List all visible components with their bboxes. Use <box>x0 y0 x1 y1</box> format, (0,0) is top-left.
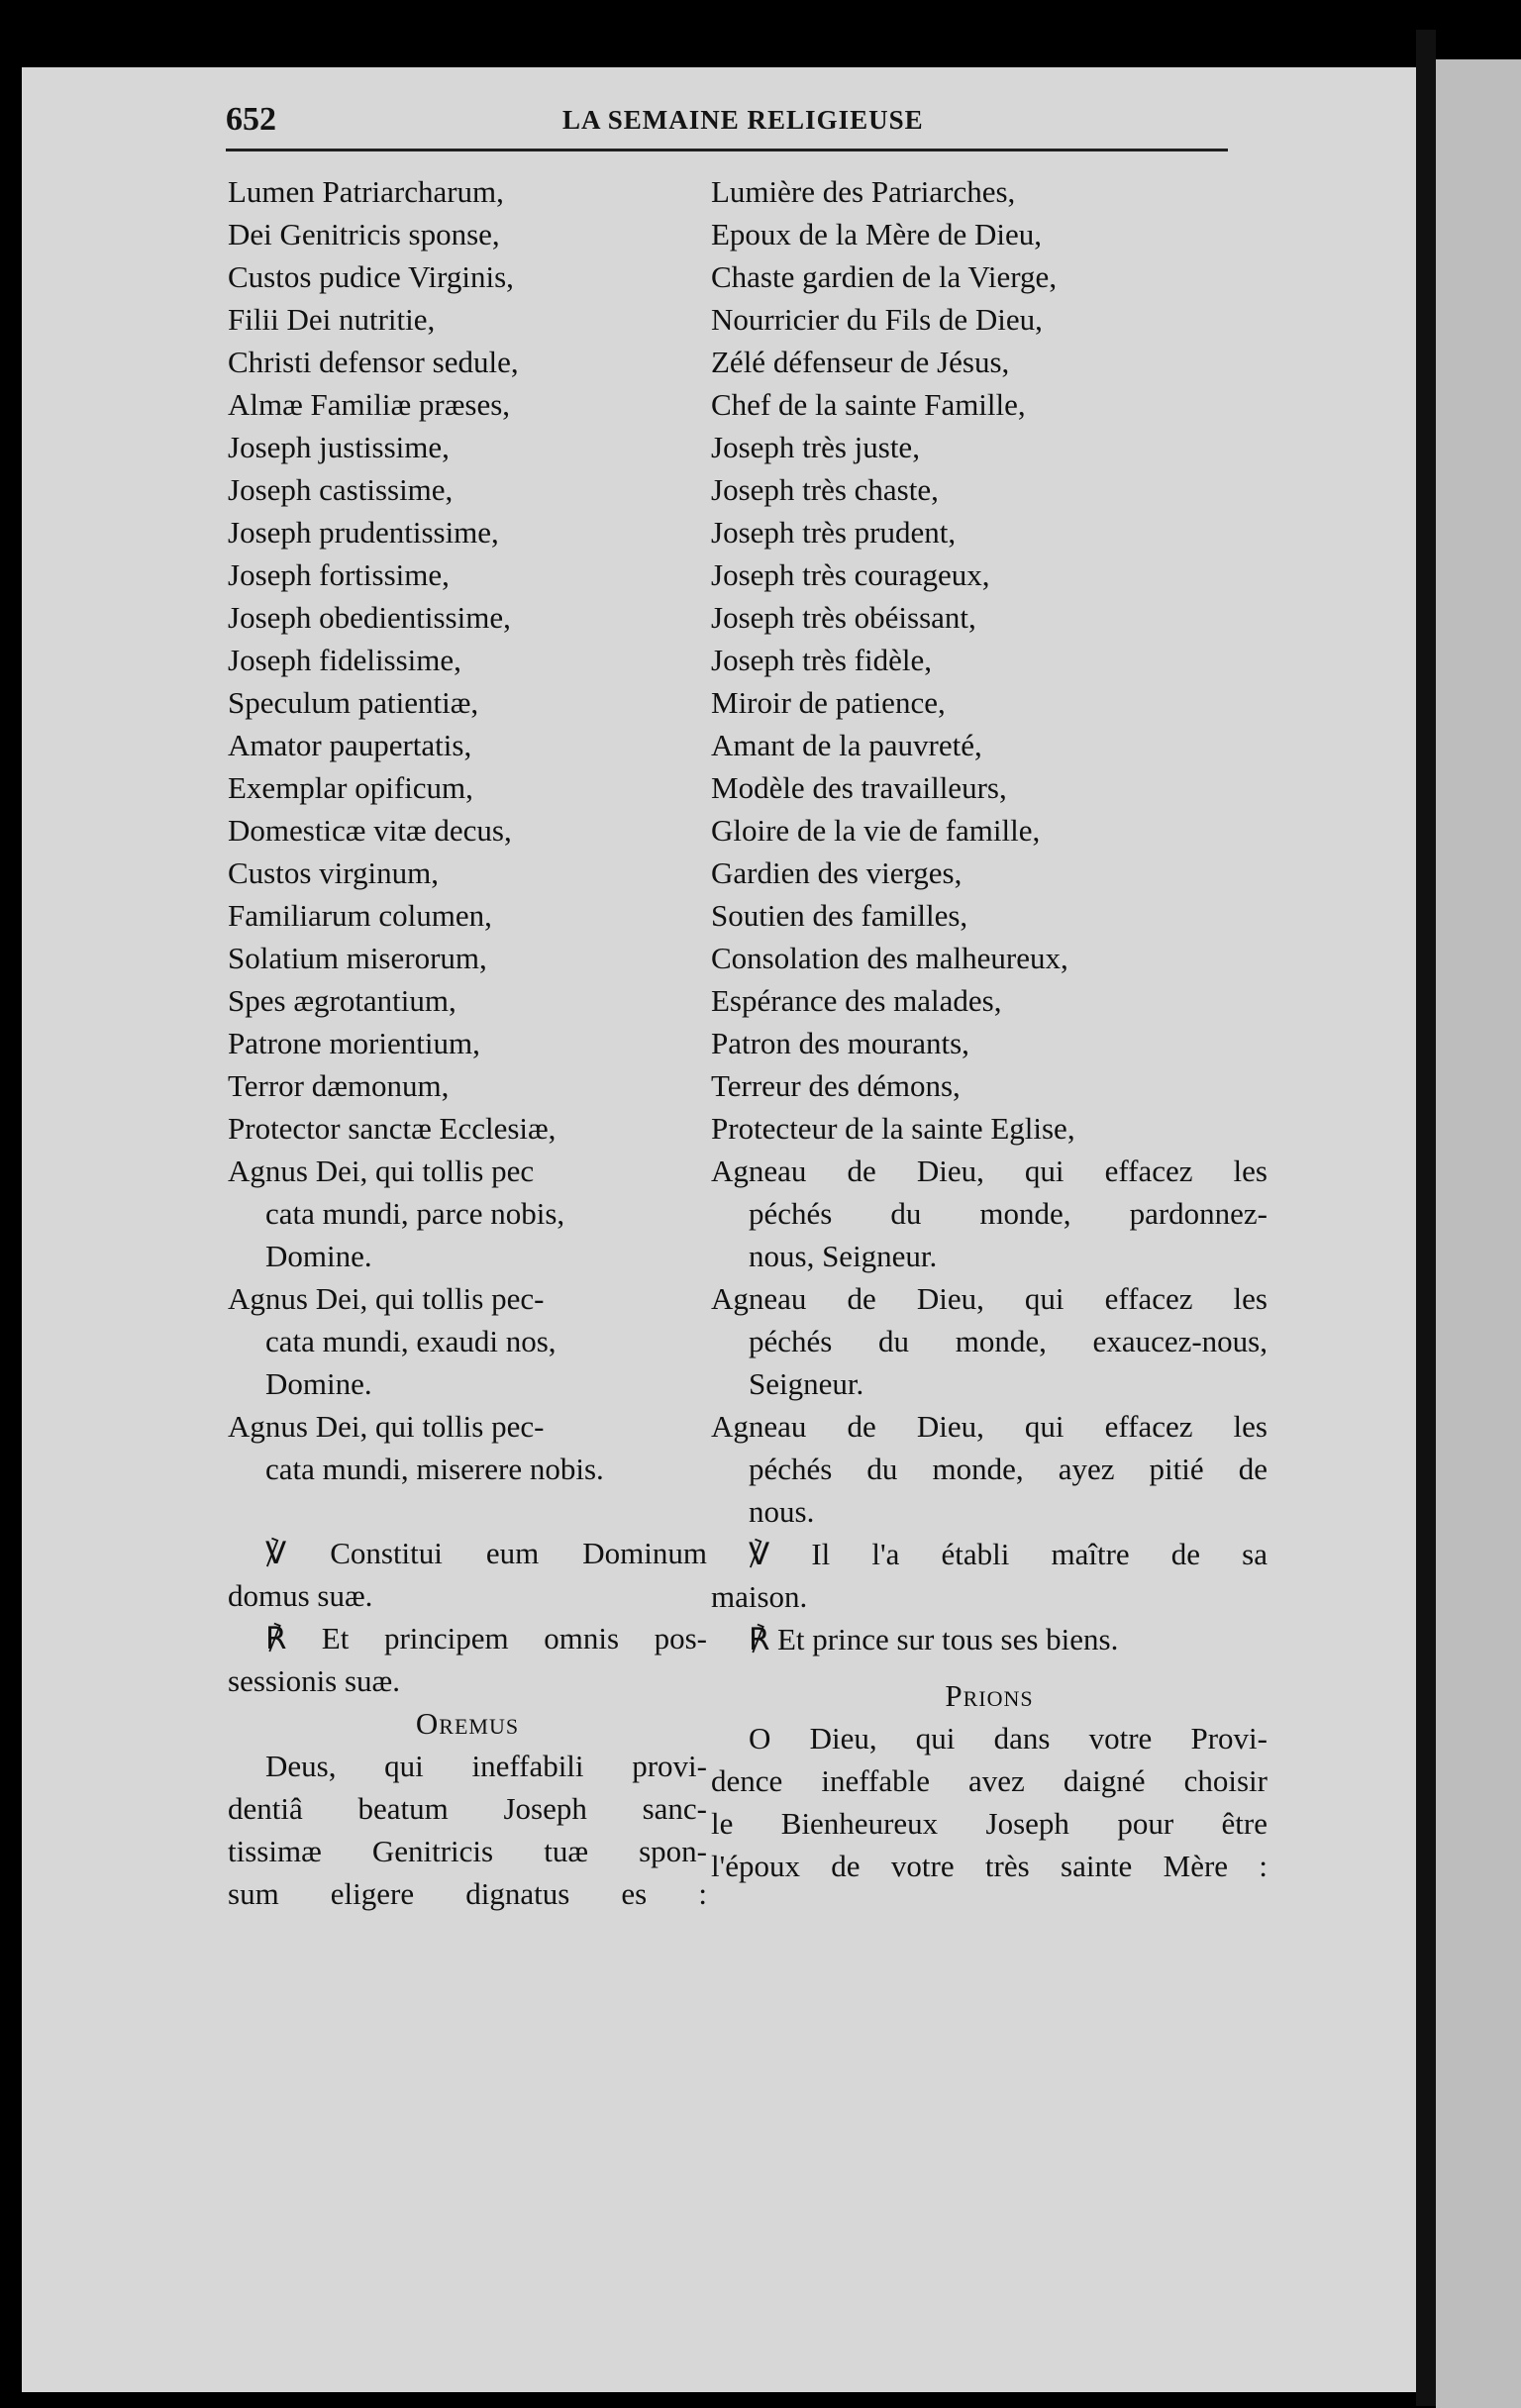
litany-line: Joseph justissime, <box>228 430 450 464</box>
running-title: LA SEMAINE RELIGIEUSE <box>562 105 924 135</box>
litany-line: Joseph très fidèle, <box>711 643 932 677</box>
agnus-line: Seigneur. <box>749 1366 864 1401</box>
litany-line: Espérance des malades, <box>711 983 1002 1018</box>
agnus-line: nous. <box>749 1494 815 1529</box>
litany-line: Familiarum columen, <box>228 898 492 933</box>
litany-line: Protector sanctæ Ecclesiæ, <box>228 1111 557 1146</box>
litany-line: Terror dæmonum, <box>228 1068 450 1103</box>
french-litany <box>711 170 1268 1150</box>
litany-line: Soutien des familles, <box>711 898 968 933</box>
agnus-line: Agneau de Dieu, qui effacez les <box>711 1409 1268 1444</box>
french-response <box>711 1618 1268 1660</box>
french-prayer-heading: Prions <box>945 1678 1034 1713</box>
litany-line: Joseph très prudent, <box>711 515 957 550</box>
litany-line: Exemplar opificum, <box>228 770 473 805</box>
litany-line: Modèle des travailleurs, <box>711 770 1007 805</box>
litany-line: Lumière des Patriarches, <box>711 174 1016 209</box>
blank-line <box>228 1490 707 1504</box>
prayer-line: dentiâ beatum Joseph sanc- <box>228 1791 707 1826</box>
litany-line: Joseph fidelissime, <box>228 643 461 677</box>
french-agnus-dei <box>711 1150 1268 1533</box>
agnus-line: péchés du monde, pardonnez- <box>749 1196 1268 1231</box>
latin-versicle <box>228 1532 707 1617</box>
litany-line: Speculum patientiæ, <box>228 685 479 720</box>
french-versicle <box>711 1533 1268 1618</box>
versicle-line: ℣ Constitui eum Dominum <box>265 1536 707 1570</box>
litany-line: Nourricier du Fils de Dieu, <box>711 302 1043 337</box>
page-number: 652 <box>226 101 276 138</box>
litany-line: Custos pudice Virginis, <box>228 259 514 294</box>
litany-line: Joseph prudentissime, <box>228 515 499 550</box>
agnus-line: Agnus Dei, qui tollis pec- <box>228 1281 545 1316</box>
agnus-line: cata mundi, exaudi nos, <box>265 1324 557 1358</box>
litany-line: Gloire de la vie de famille, <box>711 813 1041 848</box>
blank-line <box>228 1504 707 1518</box>
prayer-line: tissimæ Genitricis tuæ spon- <box>228 1834 707 1868</box>
blank-line <box>228 1518 707 1532</box>
prayer-line: O Dieu, qui dans votre Provi- <box>749 1721 1268 1756</box>
response-line: sessionis suæ. <box>228 1663 400 1698</box>
book-spine <box>1416 30 1436 2406</box>
versicle-line: domus suæ. <box>228 1578 373 1613</box>
french-prayer <box>711 1717 1268 1887</box>
litany-line: Custos virginum, <box>228 855 440 890</box>
litany-line: Patron des mourants, <box>711 1026 969 1060</box>
response-line: ℟ Et principem omnis pos- <box>265 1621 707 1656</box>
litany-line: Domesticæ vitæ decus, <box>228 813 512 848</box>
litany-line: Amator paupertatis, <box>228 728 472 762</box>
litany-line: Joseph obedientissime, <box>228 600 511 635</box>
latin-response <box>228 1617 707 1702</box>
litany-line: Joseph fortissime, <box>228 557 450 592</box>
agnus-line: Domine. <box>265 1366 372 1401</box>
litany-line: Joseph très juste, <box>711 430 920 464</box>
latin-agnus-dei <box>228 1150 707 1490</box>
agnus-line: Domine. <box>265 1239 372 1273</box>
blank-line <box>711 1660 1268 1674</box>
versicle-line: ℣ Il l'a établi maître de sa <box>749 1537 1268 1571</box>
litany-line: Filii Dei nutritie, <box>228 302 436 337</box>
header-rule <box>226 149 1228 151</box>
litany-line: Epoux de la Mère de Dieu, <box>711 217 1042 251</box>
litany-line: Amant de la pauvreté, <box>711 728 982 762</box>
litany-line: Joseph très chaste, <box>711 472 939 507</box>
prayer-line: sum eligere dignatus es : <box>228 1876 707 1911</box>
litany-line: Terreur des démons, <box>711 1068 961 1103</box>
litany-line: Joseph très obéissant, <box>711 600 976 635</box>
litany-line: Dei Genitricis sponse, <box>228 217 500 251</box>
agnus-line: Agneau de Dieu, qui effacez les <box>711 1281 1268 1316</box>
latin-litany <box>228 170 707 1150</box>
page-header <box>226 101 1228 141</box>
litany-line: Zélé défenseur de Jésus, <box>711 345 1010 379</box>
prayer-line: Deus, qui ineffabili provi- <box>265 1749 707 1783</box>
latin-column <box>228 170 707 1915</box>
litany-line: Spes ægrotantium, <box>228 983 456 1018</box>
agnus-line: Agneau de Dieu, qui effacez les <box>711 1154 1268 1188</box>
litany-line: Solatium miserorum, <box>228 941 487 975</box>
agnus-line: Agnus Dei, qui tollis pec <box>228 1154 535 1188</box>
litany-line: Gardien des vierges, <box>711 855 963 890</box>
prayer-line: l'époux de votre très sainte Mère : <box>711 1849 1268 1883</box>
adjacent-page-edge <box>1436 59 1521 2408</box>
litany-line: Chef de la sainte Famille, <box>711 387 1026 422</box>
prayer-line: dence ineffable avez daigné choisir <box>711 1763 1268 1798</box>
litany-line: Patrone morientium, <box>228 1026 480 1060</box>
litany-line: Lumen Patriarcharum, <box>228 174 504 209</box>
versicle-line: maison. <box>711 1579 808 1614</box>
latin-prayer-heading: Oremus <box>415 1706 520 1741</box>
litany-line: Almæ Familiæ præses, <box>228 387 511 422</box>
litany-line: Consolation des malheureux, <box>711 941 1068 975</box>
litany-line: Joseph très courageux, <box>711 557 990 592</box>
latin-prayer <box>228 1745 707 1915</box>
agnus-line: Agnus Dei, qui tollis pec- <box>228 1409 545 1444</box>
agnus-line: péchés du monde, ayez pitié de <box>749 1452 1268 1486</box>
prayer-line: le Bienheureux Joseph pour être <box>711 1806 1268 1841</box>
litany-line: Joseph castissime, <box>228 472 454 507</box>
agnus-line: cata mundi, miserere nobis. <box>265 1452 604 1486</box>
litany-line: Christi defensor sedule, <box>228 345 519 379</box>
response-line: ℟ Et prince sur tous ses biens. <box>749 1622 1119 1656</box>
french-column <box>711 170 1268 1887</box>
litany-line: Miroir de patience, <box>711 685 946 720</box>
litany-line: Chaste gardien de la Vierge, <box>711 259 1058 294</box>
litany-line: Protecteur de la sainte Eglise, <box>711 1111 1075 1146</box>
agnus-line: cata mundi, parce nobis, <box>265 1196 565 1231</box>
agnus-line: nous, Seigneur. <box>749 1239 938 1273</box>
agnus-line: péchés du monde, exaucez-nous, <box>749 1324 1268 1358</box>
